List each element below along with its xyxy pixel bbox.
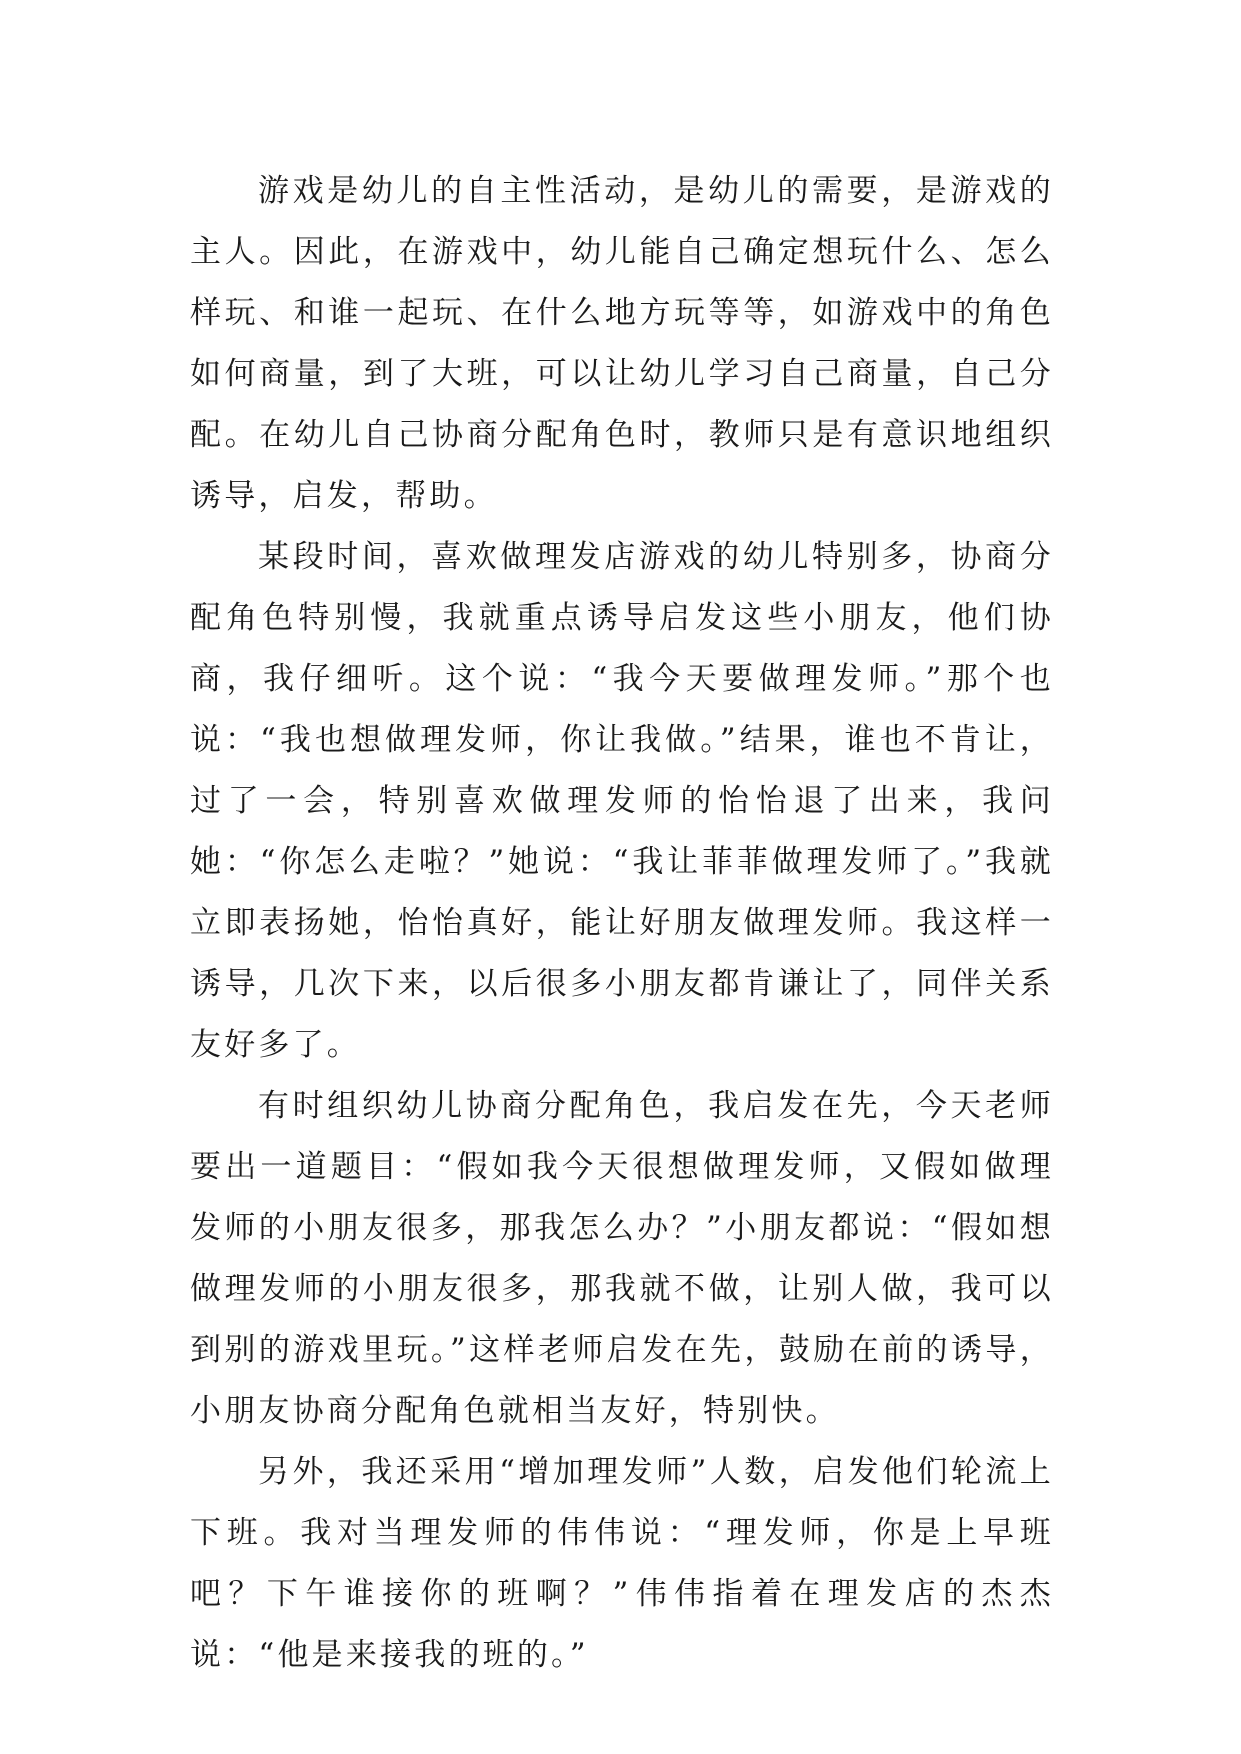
paragraph-2: 某段时间，喜欢做理发店游戏的幼儿特别多，协商分配角色特别慢，我就重点诱导启发这些小朋友，他们协商，我仔细听。这个说：“我今天要做理发师。”那个也说：“我也想做理发师，你让我做。”结果，谁也不肯让，过了一会，特别喜欢做理发师的怡怡退了出来，我问她：“你怎么走啦？”她说：“我让菲菲做理发师了。”我就立即表扬她，怡怡真好，能让好朋友做理发师。我这样一诱导，几次下来，以后很多小朋友都肯谦让了，同伴关系友好多了。 bbox=[190, 539, 1054, 1063]
document-body bbox=[190, 161, 1054, 1686]
paragraph-3: 有时组织幼儿协商分配角色，我启发在先，今天老师要出一道题目：“假如我今天很想做理发师，又假如做理发师的小朋友很多，那我怎么办？”小朋友都说：“假如想做理发师的小朋友很多，那我就不做，让别人做，我可以到别的游戏里玩。”这样老师启发在先，鼓励在前的诱导，小朋友协商分配角色就相当友好，特别快。 bbox=[190, 1088, 1054, 1429]
paragraph-1: 游戏是幼儿的自主性活动，是幼儿的需要，是游戏的主人。因此，在游戏中，幼儿能自己确定想玩什么、怎么样玩、和谁一起玩、在什么地方玩等等，如游戏中的角色如何商量，到了大班，可以让幼儿学习自己商量，自己分配。在幼儿自己协商分配角色时，教师只是有意识地组织诱导，启发，帮助。 bbox=[190, 173, 1054, 514]
paragraph-4: 另外，我还采用“增加理发师”人数，启发他们轮流上下班。我对当理发师的伟伟说：“理发师，你是上早班吧？下午谁接你的班啊？”伟伟指着在理发店的杰杰说：“他是来接我的班的。” bbox=[190, 1454, 1054, 1673]
